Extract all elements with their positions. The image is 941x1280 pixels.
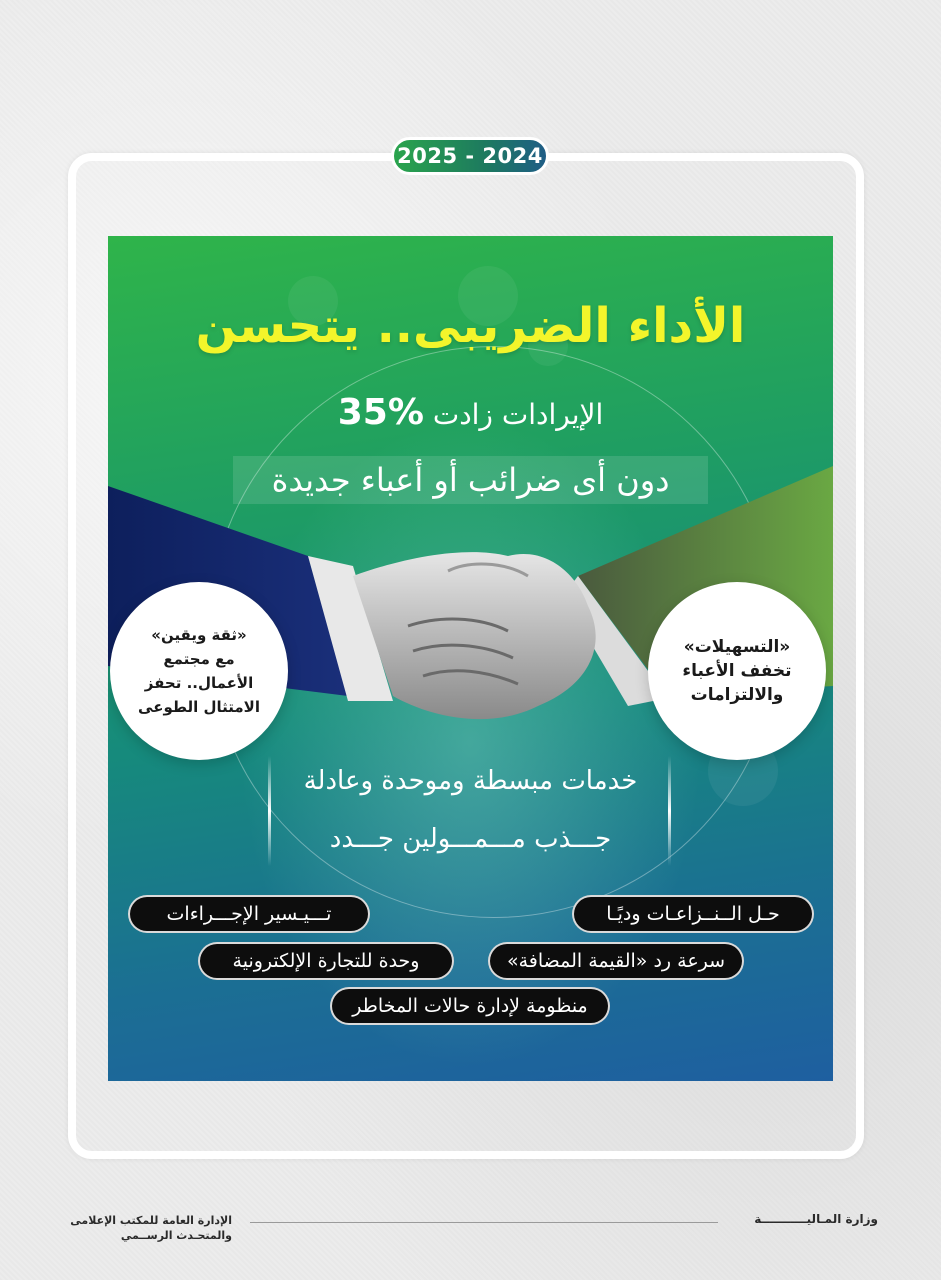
- revenue-percent: 35%: [337, 392, 424, 433]
- trust-line-2: مع مجتمع: [163, 650, 235, 668]
- ministry-name: وزارة المـاليـــــــــــة: [754, 1212, 878, 1226]
- media-office-line-2: والمتحـدث الرســمي: [120, 1229, 232, 1242]
- services-line-2: جـــذب مـــمـــولين جـــدد: [329, 824, 612, 854]
- left-glow-divider: [268, 756, 271, 866]
- headline: الأداء الضريبى.. يتحسن: [195, 298, 746, 354]
- pill-easing-procedures: تـــيـسير الإجـــراءات: [128, 895, 370, 933]
- trust-line-1: «ثقة ويقين»: [151, 626, 247, 644]
- facilitation-line-3: والالتزامات: [690, 685, 784, 705]
- pill-amicable-disputes: حـل الــنــزاعـات وديًـا: [572, 895, 814, 933]
- year-badge: 2025 - 2024: [391, 137, 549, 175]
- pill-risk-system: منظومة لإدارة حالات المخاطر: [330, 987, 610, 1025]
- trust-line-4: الامتثال الطوعى: [138, 698, 260, 716]
- revenue-text: الإيرادات زادت: [432, 398, 604, 431]
- media-office-line-1: الإدارة العامة للمكتب الإعلامى: [70, 1214, 232, 1227]
- services-line-1: خدمات مبسطة وموحدة وعادلة: [303, 766, 638, 796]
- facilitation-circle: [648, 582, 826, 760]
- facilitation-line-2: تخفف الأعباء: [682, 661, 792, 681]
- right-glow-divider: [668, 756, 671, 866]
- pill-vat-refund: سرعة رد «القيمة المضافة»: [488, 942, 744, 980]
- facilitation-line-1: «التسهيلات»: [683, 637, 791, 657]
- pill-ecommerce-unit: وحدة للتجارة الإلكترونية: [198, 942, 454, 980]
- infographic-poster: [108, 236, 833, 1081]
- revenue-line: [108, 392, 833, 433]
- trust-circle: [110, 582, 288, 760]
- no-new-taxes-banner: دون أى ضرائب أو أعباء جديدة: [233, 456, 708, 504]
- footer-divider: [250, 1222, 718, 1223]
- media-office: [66, 1213, 232, 1243]
- trust-line-3: الأعمال.. تحفز: [144, 674, 254, 692]
